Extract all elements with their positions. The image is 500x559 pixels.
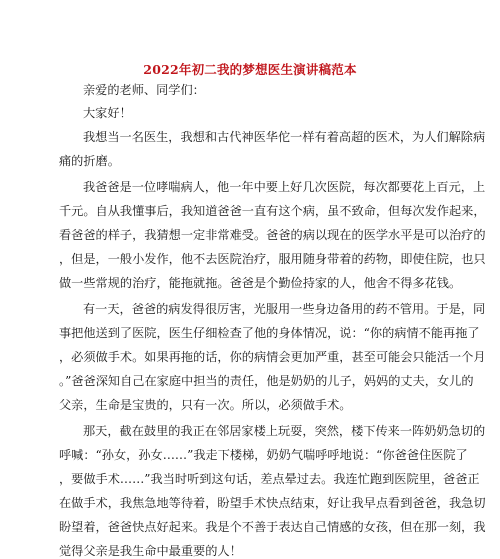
text-line: 事把他送到了医院，医生仔细检查了他的身体情况，说：“你的病情不能再拖了: [59, 326, 480, 340]
text-line: 呼喊：“孙女，孙女……”我走下楼梯，奶奶气喘呼呼地说：“你爸爸住医院了: [59, 448, 468, 462]
text-line: 那天，截在鼓里的我正在邻居家楼上玩耍，突然，楼下传来一阵奶奶急切的: [83, 424, 486, 438]
text-line: 在做手术，我焦急地等待着，盼望手术快点结束，好让我早点看到爸爸，我急切: [59, 496, 486, 510]
salutation-line: 亲爱的老师、同学们：: [83, 83, 205, 97]
text-line: 父亲，生命是宝贵的，只有一次。所以，必须做手术。: [59, 398, 352, 412]
greeting-line: 大家好！: [83, 106, 132, 120]
text-line: 看爸爸的样子，我猜想一定非常难受。爸爸的病以现在的医学水平是可以治疗的: [59, 228, 486, 242]
text-line: 我爸爸是一位哮喘病人，他一年中要上好几次医院，每次都要花上百元，上: [83, 180, 486, 194]
text-line: ，必须做手术。如果再拖的话，你的病情会更加严重，甚至可能会只能活一个月: [59, 350, 486, 364]
text-line: 做一些常规的治疗，能拖就拖。爸爸是个勤俭持家的人，他舍不得多花钱。: [59, 276, 462, 290]
document-title: 2022年初二我的梦想医生演讲稿范本: [143, 62, 357, 77]
text-line: 有一天，爸爸的病发得很厉害，光服用一些身边备用的药不管用。于是，同: [83, 302, 486, 316]
text-line: 我想当一名医生，我想和古代神医华佗一样有着高超的医术，为人们解除病: [83, 130, 486, 144]
text-line: 觉得父亲是我生命中最重要的人！: [59, 544, 242, 558]
text-line: 千元。自从我懂事后，我知道爸爸一直有这个病，虽不致命，但每次发作起来，: [59, 204, 486, 218]
text-line: 。”爸爸深知自己在家庭中担当的责任，他是奶奶的儿子，妈妈的丈夫，女儿的: [59, 374, 474, 388]
text-line: 痛的折磨。: [59, 154, 120, 168]
text-line: ，但是，一般小发作，他不去医院治疗，服用随身带着的药物，即使住院，也只: [59, 252, 486, 266]
text-line: 盼望着，爸爸快点好起来。我是个不善于表达自己情感的女孩，但在那一刻，我: [59, 520, 486, 534]
text-line: ，要做手术……”我当时听到这句话，差点晕过去。我连忙跑到医院里，爸爸正: [59, 472, 480, 486]
